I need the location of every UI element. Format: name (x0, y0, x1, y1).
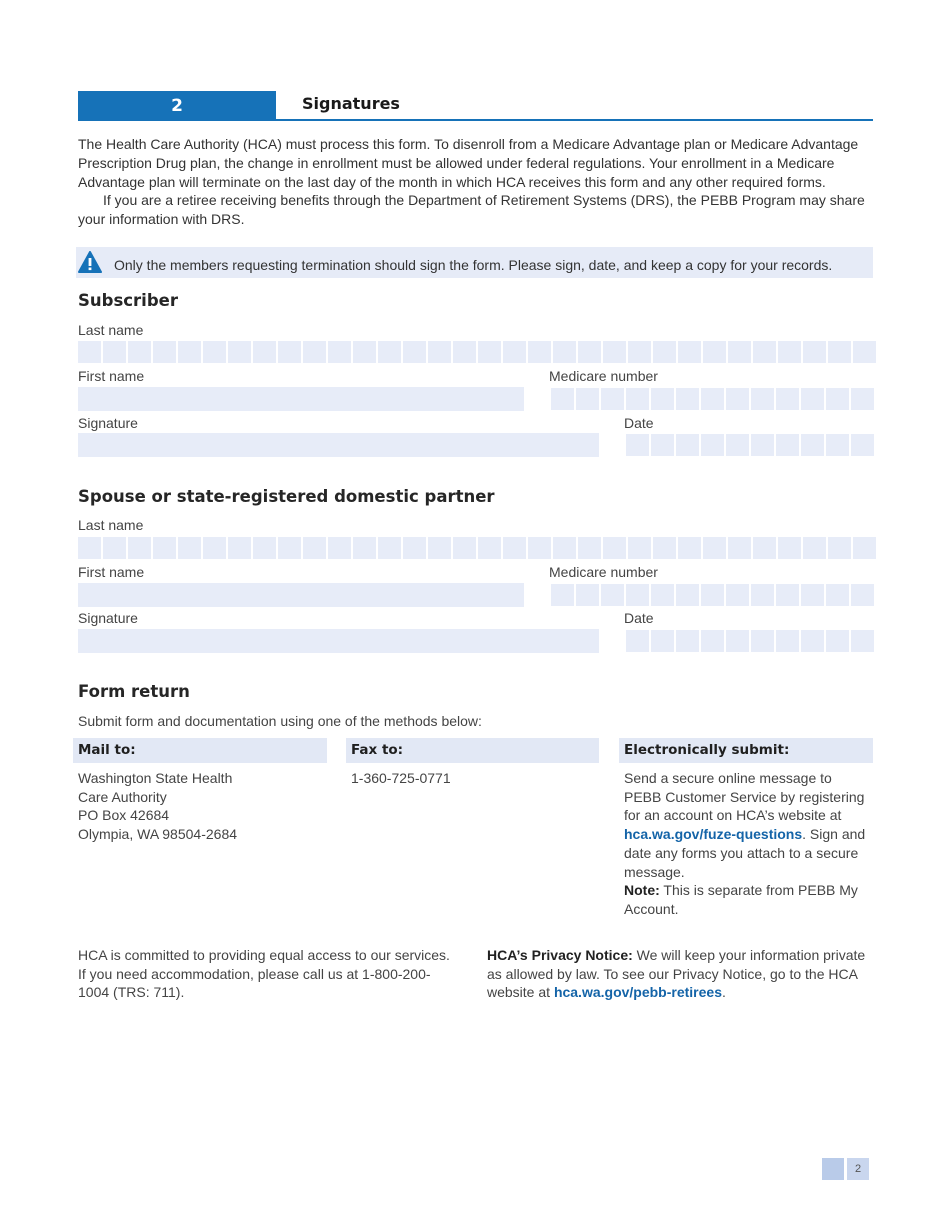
spouse-signature-field[interactable] (78, 629, 599, 653)
char-box[interactable] (626, 388, 649, 410)
char-box[interactable] (801, 584, 824, 606)
char-box[interactable] (503, 341, 526, 363)
char-box[interactable] (626, 584, 649, 606)
char-box[interactable] (853, 537, 876, 559)
char-box[interactable] (553, 341, 576, 363)
char-box[interactable] (178, 341, 201, 363)
char-box[interactable] (801, 434, 824, 456)
spouse-signature-label: Signature (78, 610, 138, 626)
mail-address-line: Care Authority (78, 788, 167, 805)
char-box[interactable] (678, 537, 701, 559)
spouse-date-label: Date (624, 610, 654, 626)
subscriber-medicare-number-label: Medicare number (549, 368, 658, 384)
char-box[interactable] (528, 341, 551, 363)
spouse-first-name-field[interactable] (78, 583, 524, 607)
char-box[interactable] (203, 341, 226, 363)
char-box[interactable] (453, 341, 476, 363)
spouse-date-field[interactable] (626, 630, 874, 652)
char-box[interactable] (528, 537, 551, 559)
mail-address-line: Washington State Health (78, 770, 233, 786)
char-box[interactable] (751, 630, 774, 652)
char-box[interactable] (753, 341, 776, 363)
char-box[interactable] (651, 388, 674, 410)
char-box[interactable] (628, 537, 651, 559)
char-box[interactable] (603, 537, 626, 559)
char-box[interactable] (178, 537, 201, 559)
char-box[interactable] (78, 537, 101, 559)
char-box[interactable] (676, 584, 699, 606)
section-number: 2 (78, 91, 276, 120)
char-box[interactable] (278, 537, 301, 559)
subscriber-last-name-field[interactable] (78, 341, 876, 363)
char-box[interactable] (801, 388, 824, 410)
char-box[interactable] (603, 341, 626, 363)
char-box[interactable] (601, 388, 624, 410)
char-box[interactable] (826, 584, 849, 606)
char-box[interactable] (403, 537, 426, 559)
char-box[interactable] (651, 434, 674, 456)
char-box[interactable] (776, 630, 799, 652)
char-box[interactable] (776, 388, 799, 410)
subscriber-first-name-field[interactable] (78, 387, 524, 411)
section-divider (78, 119, 873, 121)
mail-address (78, 769, 318, 844)
char-box[interactable] (676, 388, 699, 410)
char-box[interactable] (826, 434, 849, 456)
spouse-last-name-field[interactable] (78, 537, 876, 559)
char-box[interactable] (828, 341, 851, 363)
note-label: Note: (624, 882, 660, 899)
page-number: 2 (847, 1158, 869, 1180)
char-box[interactable] (78, 341, 101, 363)
char-box[interactable] (828, 537, 851, 559)
equal-access-statement: HCA is committed to providing equal access to our services. If you need accommodation, please call us at 1-800-200-1004 (TRS: 711). (78, 947, 450, 1001)
subscriber-date-field[interactable] (626, 434, 874, 456)
char-box[interactable] (626, 630, 649, 652)
char-box[interactable] (576, 388, 599, 410)
char-box[interactable] (726, 630, 749, 652)
char-box[interactable] (378, 537, 401, 559)
char-box[interactable] (728, 537, 751, 559)
subscriber-medicare-number-field[interactable] (551, 388, 874, 410)
char-box[interactable] (826, 388, 849, 410)
char-box[interactable] (726, 388, 749, 410)
char-box[interactable] (303, 341, 326, 363)
char-box[interactable] (728, 341, 751, 363)
char-box[interactable] (726, 434, 749, 456)
char-box[interactable] (103, 341, 126, 363)
char-box[interactable] (778, 341, 801, 363)
privacy-notice-text: We will keep your information private as allowed by law. To see our Privacy Notice, go to the HCA website at (487, 947, 866, 1001)
char-box[interactable] (703, 537, 726, 559)
char-box[interactable] (678, 341, 701, 363)
char-box[interactable] (478, 341, 501, 363)
mail-address-line: Olympia, WA 98504-2684 (78, 826, 238, 843)
fax-number: 1-360-725-0771 (351, 770, 451, 786)
char-box[interactable] (478, 537, 501, 559)
char-box[interactable] (653, 341, 676, 363)
char-box[interactable] (751, 434, 774, 456)
form-return-intro: Submit form and documentation using one of the methods below: (78, 713, 482, 729)
char-box[interactable] (228, 341, 251, 363)
char-box[interactable] (626, 434, 649, 456)
char-box[interactable] (128, 537, 151, 559)
char-box[interactable] (253, 341, 276, 363)
char-box[interactable] (428, 537, 451, 559)
char-box[interactable] (303, 537, 326, 559)
char-box[interactable] (851, 388, 874, 410)
char-box[interactable] (701, 434, 724, 456)
spouse-last-name-label: Last name (78, 517, 144, 533)
char-box[interactable] (778, 537, 801, 559)
char-box[interactable] (578, 537, 601, 559)
char-box[interactable] (703, 341, 726, 363)
subscriber-date-label: Date (624, 415, 654, 431)
char-box[interactable] (701, 388, 724, 410)
char-box[interactable] (353, 537, 376, 559)
char-box[interactable] (751, 388, 774, 410)
spouse-medicare-number-field[interactable] (551, 584, 874, 606)
char-box[interactable] (153, 537, 176, 559)
char-box[interactable] (228, 537, 251, 559)
char-box[interactable] (428, 341, 451, 363)
note-text: This is separate from PEBB My Account. (624, 882, 858, 917)
subscriber-signature-label: Signature (78, 415, 138, 431)
char-box[interactable] (253, 537, 276, 559)
subscriber-first-name-label: First name (78, 368, 145, 384)
char-box[interactable] (826, 630, 849, 652)
char-box[interactable] (551, 388, 574, 410)
electronic-submit-text-1: Send a secure online message to PEBB Customer Service by registering for an account on HCA’s website at (624, 770, 865, 824)
char-box[interactable] (576, 584, 599, 606)
char-box[interactable] (653, 537, 676, 559)
char-box[interactable] (726, 584, 749, 606)
char-box[interactable] (803, 341, 826, 363)
char-box[interactable] (753, 537, 776, 559)
char-box[interactable] (851, 630, 874, 652)
char-box[interactable] (701, 584, 724, 606)
pebb-retirees-link[interactable]: hca.wa.gov/pebb-retirees (553, 984, 722, 1001)
electronic-submit-text (624, 769, 868, 919)
char-box[interactable] (553, 537, 576, 559)
char-box[interactable] (851, 434, 874, 456)
spouse-medicare-number-label: Medicare number (549, 564, 658, 580)
char-box[interactable] (203, 537, 226, 559)
char-box[interactable] (103, 537, 126, 559)
fuze-questions-link[interactable]: hca.wa.gov/fuze-questions (624, 826, 803, 843)
char-box[interactable] (676, 434, 699, 456)
char-box[interactable] (403, 341, 426, 363)
char-box[interactable] (776, 584, 799, 606)
fax-to-heading: Fax to: (346, 738, 599, 763)
form-return-heading: Form return (78, 682, 190, 701)
char-box[interactable] (453, 537, 476, 559)
char-box[interactable] (628, 341, 651, 363)
char-box[interactable] (601, 584, 624, 606)
alert-text: Only the members requesting termination should sign the form. Please sign, date, and keep a copy for your records. (114, 257, 833, 273)
char-box[interactable] (776, 434, 799, 456)
warning-icon (78, 251, 102, 273)
mail-address-line: PO Box 42684 (78, 807, 170, 824)
privacy-notice (487, 946, 873, 1002)
privacy-notice-end: . (722, 984, 726, 1001)
char-box[interactable] (651, 630, 674, 652)
spouse-first-name-label: First name (78, 564, 145, 580)
electronic-submit-text-2: . Sign and date any forms you attach to a secure message. (624, 826, 866, 880)
char-box[interactable] (353, 341, 376, 363)
subscriber-signature-field[interactable] (78, 433, 599, 457)
mail-to-heading: Mail to: (73, 738, 327, 763)
intro-paragraph-1: The Health Care Authority (HCA) must process this form. To disenroll from a Medicare Advantage plan or Medicare Advantage Prescription Drug plan, the change in enrollment must be allowed under federal regulations. Your enrollment in a Medicare Advantage plan will terminate on the last day of the month in which HCA receives this form and any other required forms. (78, 136, 859, 190)
char-box[interactable] (676, 630, 699, 652)
subscriber-last-name-label: Last name (78, 322, 144, 338)
char-box[interactable] (851, 584, 874, 606)
intro-paragraph-2: If you are a retiree receiving benefits through the Department of Retirement Systems (DRS), the PEBB Program may share your information with DRS. (78, 192, 865, 227)
char-box[interactable] (278, 341, 301, 363)
page-marker (822, 1158, 844, 1180)
char-box[interactable] (751, 584, 774, 606)
subscriber-heading: Subscriber (78, 291, 178, 310)
char-box[interactable] (128, 341, 151, 363)
privacy-notice-label: HCA’s Privacy Notice: (487, 947, 633, 963)
char-box[interactable] (578, 341, 601, 363)
char-box[interactable] (801, 630, 824, 652)
electronic-submit-heading: Electronically submit: (619, 738, 873, 763)
char-box[interactable] (701, 630, 724, 652)
char-box[interactable] (551, 584, 574, 606)
char-box[interactable] (651, 584, 674, 606)
char-box[interactable] (153, 341, 176, 363)
section-title: Signatures (302, 94, 400, 113)
spouse-heading: Spouse or state-registered domestic partner (78, 487, 495, 506)
char-box[interactable] (503, 537, 526, 559)
char-box[interactable] (853, 341, 876, 363)
char-box[interactable] (378, 341, 401, 363)
char-box[interactable] (803, 537, 826, 559)
char-box[interactable] (328, 341, 351, 363)
char-box[interactable] (328, 537, 351, 559)
